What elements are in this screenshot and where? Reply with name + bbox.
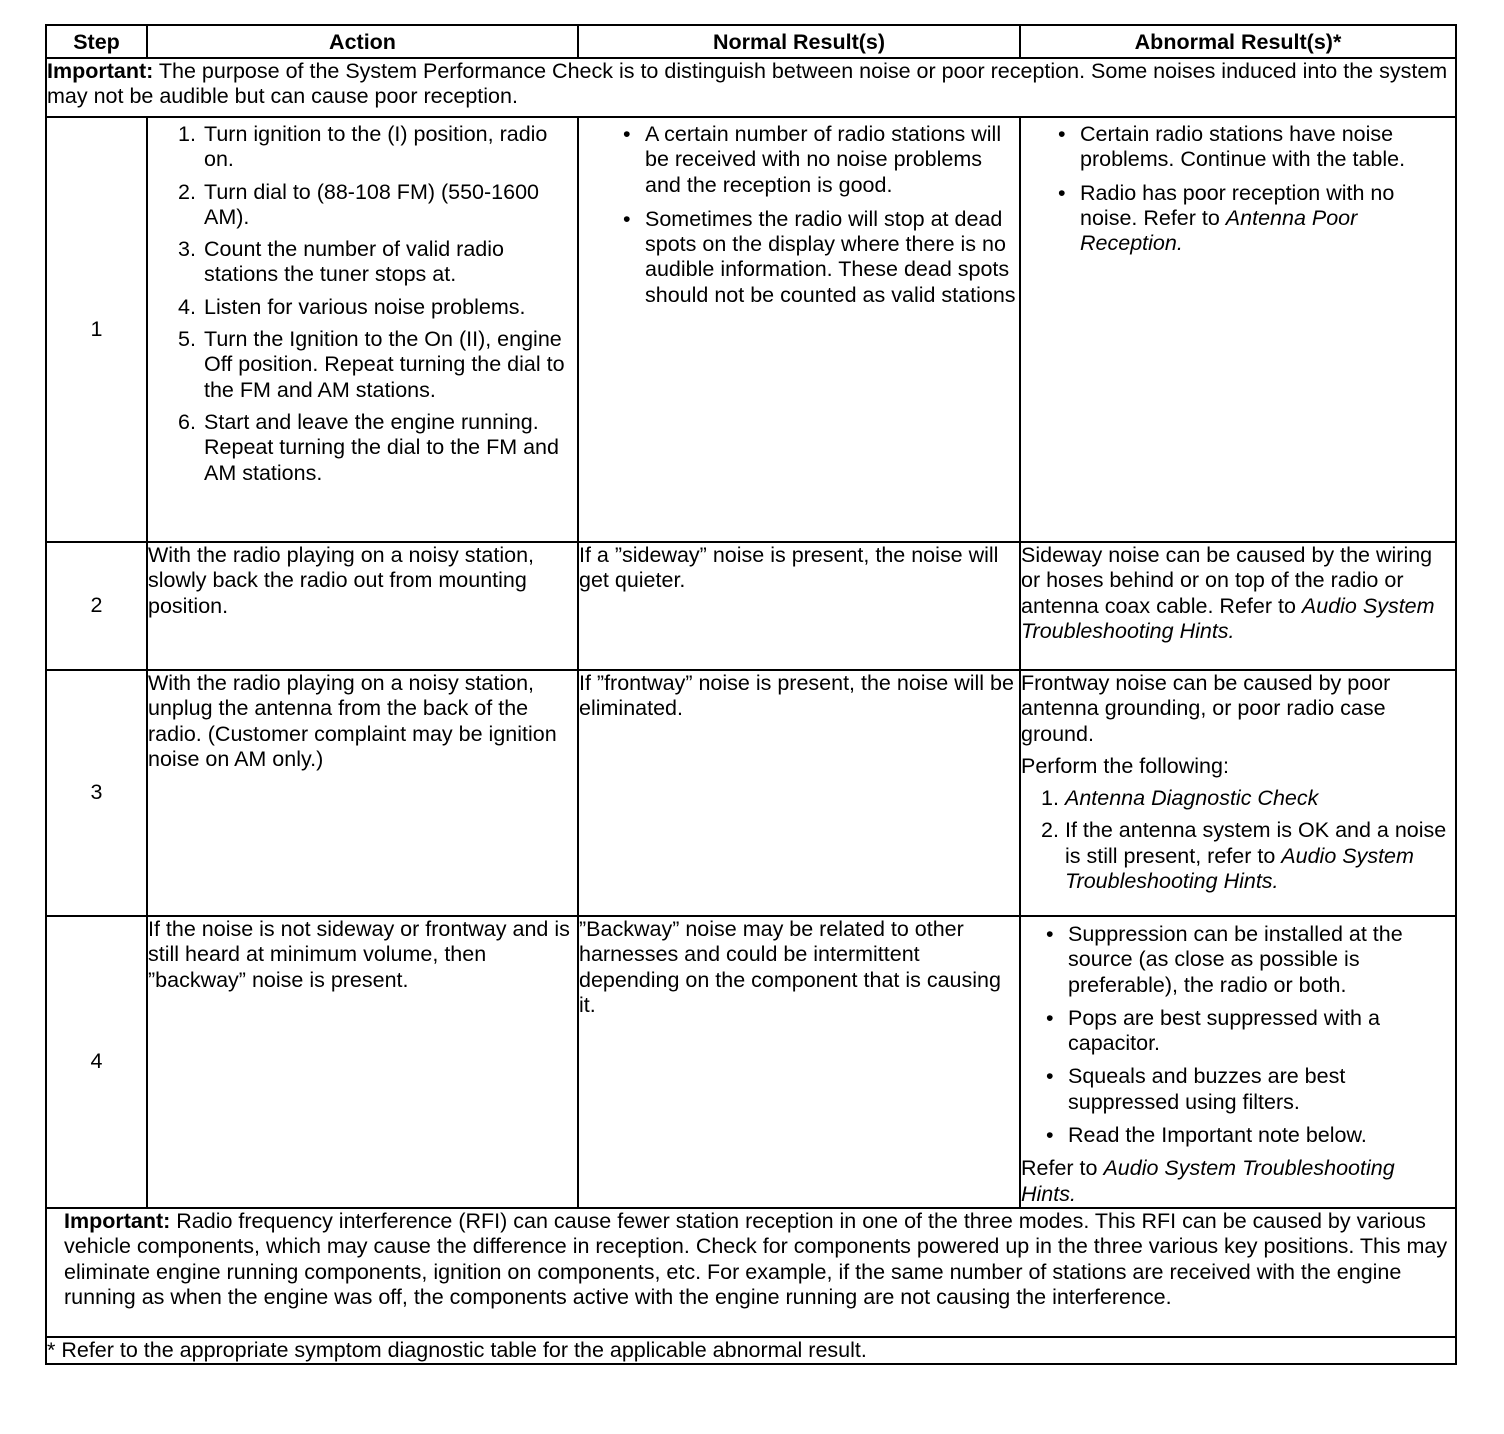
diagnostic-table: [45, 24, 1457, 1365]
header-abnormal-results: Abnormal Result(s)*: [1020, 25, 1456, 58]
abnormal-result-cell: [1020, 916, 1456, 1208]
paragraph: Frontway noise can be caused by poor antenna grounding, or poor radio case ground.: [1021, 671, 1391, 746]
reference-link-text: Audio System Troubleshooting Hints.: [1021, 593, 1435, 643]
normal-result-cell: [578, 117, 1020, 542]
normal-result-cell: If ”frontway” noise is present, the noise will be eliminated.: [578, 670, 1020, 916]
list-item: • Certain radio stations have noise problems. Continue with the table.: [1080, 122, 1455, 173]
action-steps-list: [148, 122, 577, 486]
important-note-row-top: [46, 58, 1456, 117]
footnote: * Refer to the appropriate symptom diagnostic table for the applicable abnormal result.: [46, 1337, 1456, 1364]
item-text: Refer to: [1021, 1156, 1104, 1181]
reference-link-text: Antenna Diagnostic Check: [1065, 786, 1319, 811]
action-cell: With the radio playing on a noisy station, slowly back the radio out from mounting position.: [147, 542, 578, 670]
header-step: Step: [46, 25, 147, 58]
abnormal-result-cell: [1020, 542, 1456, 670]
abnormal-result-cell: [1020, 117, 1456, 542]
list-item: [1065, 786, 1455, 811]
list-item: • Sometimes the radio will stop at dead spots on the display where there is no audible information. These dead spots should not be counted as valid stations: [645, 207, 1019, 308]
reference-link-text: Audio System Troubleshooting Hints.: [1065, 843, 1414, 894]
list-item: • Read the Important note below.: [1068, 1123, 1455, 1148]
reference-link-text: Audio System Troubleshooting Hints.: [1021, 1156, 1395, 1206]
abnormal-results-list: [1033, 122, 1455, 256]
step-number: 2: [46, 542, 147, 670]
normal-result-cell: ”Backway” noise may be related to other harnesses and could be intermittent depending on the component that is causing it.: [578, 916, 1020, 1208]
list-item: • Pops are best suppressed with a capacitor.: [1068, 1006, 1455, 1057]
list-item: Turn ignition to the (I) position, radio on.: [204, 122, 548, 172]
important-label: Important:: [64, 1208, 171, 1233]
list-item: [1080, 181, 1455, 257]
item-text: If the antenna system is OK and a noise is still present, refer to: [1065, 818, 1447, 868]
abnormal-result-cell: [1020, 670, 1456, 916]
list-item: Turn the Ignition to the On (II), engine Off position. Repeat turning the dial to the FM and AM stations.: [204, 327, 565, 402]
normal-result-cell: If a ”sideway” noise is present, the noise will get quieter.: [578, 542, 1020, 670]
list-item: • Suppression can be installed at the source (as close as possible is preferable), the radio or both.: [1068, 922, 1455, 998]
important-note-row-bottom: [46, 1208, 1456, 1337]
important-label: Important:: [47, 59, 154, 83]
paragraph: [1021, 1156, 1455, 1207]
action-cell: If the noise is not sideway or frontway and is still heard at minimum volume, then ”backway” noise is present.: [147, 916, 578, 1208]
list-item: Listen for various noise problems.: [204, 294, 526, 319]
table-row-step-3: [46, 670, 1456, 916]
step-number: 4: [46, 916, 147, 1208]
step-number: 1: [46, 117, 147, 542]
header-action: Action: [147, 25, 578, 58]
table-row-step-4: [46, 916, 1456, 1208]
important-text: Radio frequency interference (RFI) can cause fewer station reception in one of the three modes. This RFI can be caused by various vehicle components, which may cause the difference in reception. Check for components powered up in the three various key positions. This may eliminate engine running components, ignition on components, etc. For example, if the same number of stations are received with the engine running as when the engine was off, the components active with the engine running are not causing the interference.: [64, 1208, 1448, 1309]
item-text: Sideway noise can be caused by the wiring or hoses behind or on top of the radio or antenna coax cable. Refer to: [1021, 543, 1433, 618]
abnormal-results-list: [1021, 922, 1455, 1148]
important-note-top: [46, 58, 1456, 117]
important-note-bottom: [46, 1208, 1456, 1337]
step-number: 3: [46, 670, 147, 916]
list-item: [1065, 818, 1455, 894]
header-row: [46, 25, 1456, 58]
item-text: Radio has poor reception with no noise. Refer to: [1080, 180, 1395, 230]
paragraph: Perform the following:: [1021, 753, 1229, 778]
reference-link-text: Antenna Poor Reception.: [1080, 205, 1358, 256]
list-item: • A certain number of radio stations will be received with no noise problems and the reception is good.: [645, 122, 1019, 198]
table-row-step-2: [46, 542, 1456, 670]
header-normal-results: Normal Result(s): [578, 25, 1020, 58]
action-cell: [147, 117, 578, 542]
important-text: The purpose of the System Performance Check is to distinguish between noise or poor reception. Some noises induced into the system may not be audible but can cause poor reception.: [47, 59, 1448, 109]
action-cell: With the radio playing on a noisy station, unplug the antenna from the back of the radio. (Customer complaint may be ignition noise on AM only.): [147, 670, 578, 916]
list-item: Turn dial to (88-108 FM) (550-1600 AM).: [204, 179, 540, 229]
list-item: • Squeals and buzzes are best suppressed using filters.: [1068, 1064, 1455, 1115]
table-row-step-1: [46, 117, 1456, 542]
list-item: Start and leave the engine running. Repeat turning the dial to the FM and AM stations.: [204, 409, 559, 485]
procedure-list: [1021, 786, 1455, 894]
footnote-row: [46, 1337, 1456, 1364]
list-item: Count the number of valid radio stations the tuner stops at.: [204, 237, 504, 287]
normal-results-list: [589, 122, 1019, 308]
